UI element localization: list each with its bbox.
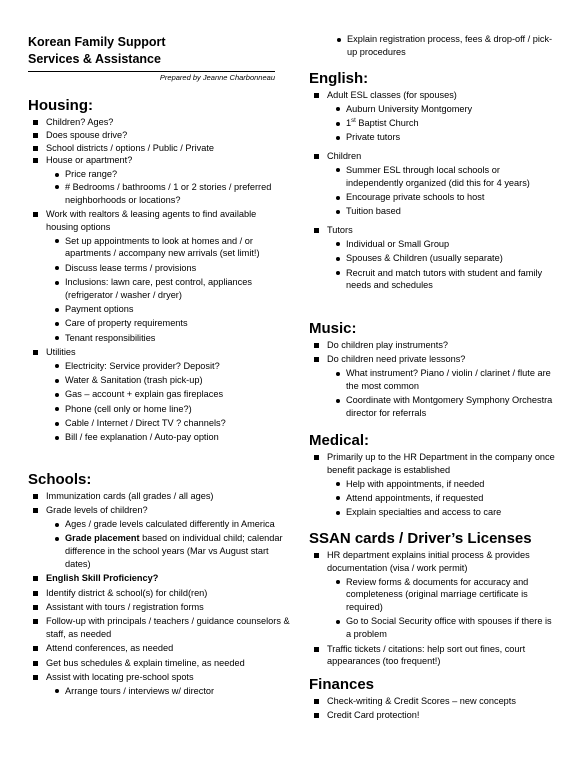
schools-section (28, 471, 290, 697)
schools-heading: Schools: (28, 471, 92, 488)
finances-section (309, 676, 559, 722)
list-item: Immunization cards (all grades / all ages) (28, 490, 290, 503)
list-item-label: Tutors (327, 225, 353, 236)
list-item-label: Primarily up to the HR Department in the company once benefit package is established (327, 452, 555, 475)
finances-heading: Finances (309, 676, 375, 693)
sub-list-item: Tenant responsibilities (48, 332, 290, 345)
list-item: Does spouse drive? (28, 129, 290, 142)
sub-list-item: Individual or Small Group (329, 238, 559, 251)
sub-list (327, 238, 559, 292)
sub-list-item (329, 117, 559, 130)
title-line-1: Korean Family Support (28, 35, 166, 49)
list-item (309, 224, 559, 292)
sub-list-item: Review forms & documents for accuracy and completeness (original marriage certificate is required) (329, 576, 559, 614)
sub-list-item: Summer ESL through local schools or independently organized (did this for 4 years) (329, 164, 559, 190)
sub-list-item: Spouses & Children (usually separate) (329, 252, 559, 265)
sub-list-item: Recruit and match tutors with student and family needs and schedules (329, 267, 559, 293)
list-item (309, 549, 559, 641)
list-item-label: Utilities (46, 347, 76, 358)
sub-list (328, 33, 556, 59)
sub-list-item: Cable / Internet / Direct TV ? channels? (48, 417, 290, 430)
list-item-label: House or apartment? (46, 155, 133, 166)
sub-list-item: Auburn University Montgomery (329, 103, 559, 116)
list-item-label: Work with realtors & leasing agents to find available housing options (46, 209, 257, 232)
sub-list-item: # Bedrooms / bathrooms / 1 or 2 stories / preferred neighborhoods or locations? (48, 181, 290, 207)
sub-list-item: Care of property requirements (48, 317, 290, 330)
list-item (28, 504, 290, 570)
sub-list (46, 235, 290, 345)
sub-list-item: What instrument? Piano / violin / clarinet / flute are the most common (329, 367, 559, 393)
english-heading: English: (309, 70, 369, 87)
ssan-heading: SSAN cards / Driver’s Licenses (309, 530, 532, 547)
medical-heading: Medical: (309, 432, 370, 449)
list-item: Check-writing & Credit Scores – new concepts (309, 695, 559, 708)
housing-heading: Housing: (28, 97, 93, 114)
list-item-label: Grade levels of children? (46, 505, 148, 516)
housing-section (28, 97, 290, 444)
sub-list (327, 576, 559, 641)
list-item-label: HR department explains initial process & provides documentation (visa / work permit) (327, 550, 530, 573)
list-item: Identify district & school(s) for child(ren) (28, 587, 290, 600)
sub-list-item: Discuss lease terms / provisions (48, 262, 290, 275)
sub-list (327, 164, 559, 218)
ssan-list (309, 549, 559, 668)
sub-list (327, 103, 559, 144)
document-title (28, 34, 288, 68)
sub-list-item: Arrange tours / interviews w/ director (48, 685, 290, 698)
list-item-label: Adult ESL classes (for spouses) (327, 90, 457, 100)
sub-list-item: Water & Sanitation (trash pick-up) (48, 374, 290, 387)
housing-list (28, 116, 290, 444)
list-item: School districts / options / Public / Private (28, 142, 290, 155)
sub-list (46, 168, 290, 206)
music-heading: Music: (309, 320, 357, 337)
list-item (309, 89, 559, 144)
sub-list-item: Coordinate with Montgomery Symphony Orchestra director for referrals (329, 394, 559, 420)
list-item (28, 154, 290, 206)
list-item: Traffic tickets / citations: help sort out fines, court appearances (too frequent!) (309, 643, 559, 669)
list-item-label: Assist with locating pre-school spots (46, 671, 194, 682)
sub-list-item: Phone (cell only or home line?) (48, 403, 290, 416)
list-item (28, 671, 290, 698)
list-item: Credit Card protection! (309, 709, 559, 722)
title-line-2: Services & Assistance (28, 52, 161, 66)
sub-list (327, 367, 559, 420)
list-item: Attend conferences, as needed (28, 642, 290, 655)
music-section (309, 320, 559, 420)
list-item (309, 150, 559, 218)
grade-placement-text: based on individual child; calendar difference in the school years (Mar vs August start dates) (65, 533, 283, 569)
sub-list-item: Go to Social Security office with spouses if there is a problem (329, 615, 559, 641)
sub-list-item: Help with appointments, if needed (329, 478, 559, 491)
sub-list-item: Tuition based (329, 205, 559, 218)
list-item (309, 353, 559, 419)
sub-list (327, 478, 559, 519)
schools-continued (328, 32, 556, 59)
medical-list (309, 451, 559, 519)
sub-list-item: Inclusions: lawn care, pest control, appliances (refrigerator / washer / dryer) (48, 276, 290, 302)
finances-list (309, 695, 559, 722)
sub-list-item: Set up appointments to look at homes and / or apartments / accompany new arrivals (set limit!) (48, 235, 290, 261)
sub-list (46, 360, 290, 444)
medical-section (309, 432, 559, 519)
list-item (309, 451, 559, 519)
sub-list-item: Explain registration process, fees & drop-off / pick-up procedures (330, 33, 556, 59)
music-list (309, 339, 559, 420)
sub-list-item: Ages / grade levels calculated differently in America (48, 518, 290, 531)
sub-list (46, 518, 290, 571)
sub-list-item (48, 532, 290, 570)
baptist-number: 1 (346, 118, 352, 129)
sub-list (46, 685, 290, 698)
schools-list (28, 490, 290, 697)
sub-list-item: Attend appointments, if requested (329, 492, 559, 505)
list-item: Assistant with tours / registration forms (28, 601, 290, 614)
sub-list-item: Payment options (48, 303, 290, 316)
list-item-label: Children (327, 151, 362, 162)
list-item: Follow-up with principals / teachers / guidance counselors & staff, as needed (28, 615, 290, 641)
baptist-text: Baptist Church (355, 118, 419, 129)
english-list (309, 89, 559, 292)
list-item (28, 208, 290, 344)
sub-list-item: Price range? (48, 168, 290, 181)
byline: Prepared by Jeanne Charbonneau (28, 71, 275, 82)
list-item: Children? Ages? (28, 116, 290, 129)
list-item (28, 346, 290, 444)
sub-list-item: Encourage private schools to host (329, 191, 559, 204)
ssan-section (309, 530, 559, 668)
list-item: English Skill Proficiency? (28, 572, 290, 585)
english-section (309, 70, 559, 292)
sub-list-item: Gas – account + explain gas fireplaces (48, 388, 290, 401)
baptist-ordinal: st (351, 118, 356, 125)
list-item: Get bus schedules & explain timeline, as needed (28, 657, 290, 670)
sub-list-item: Bill / fee explanation / Auto-pay option (48, 431, 290, 444)
grade-placement-bold: Grade placement (65, 533, 140, 544)
sub-list-item: Explain specialties and access to care (329, 506, 559, 519)
list-item: Do children play instruments? (309, 339, 559, 352)
sub-list-item: Private tutors (329, 131, 559, 144)
list-item-label: Do children need private lessons? (327, 354, 466, 365)
sub-list-item: Electricity: Service provider? Deposit? (48, 360, 290, 373)
